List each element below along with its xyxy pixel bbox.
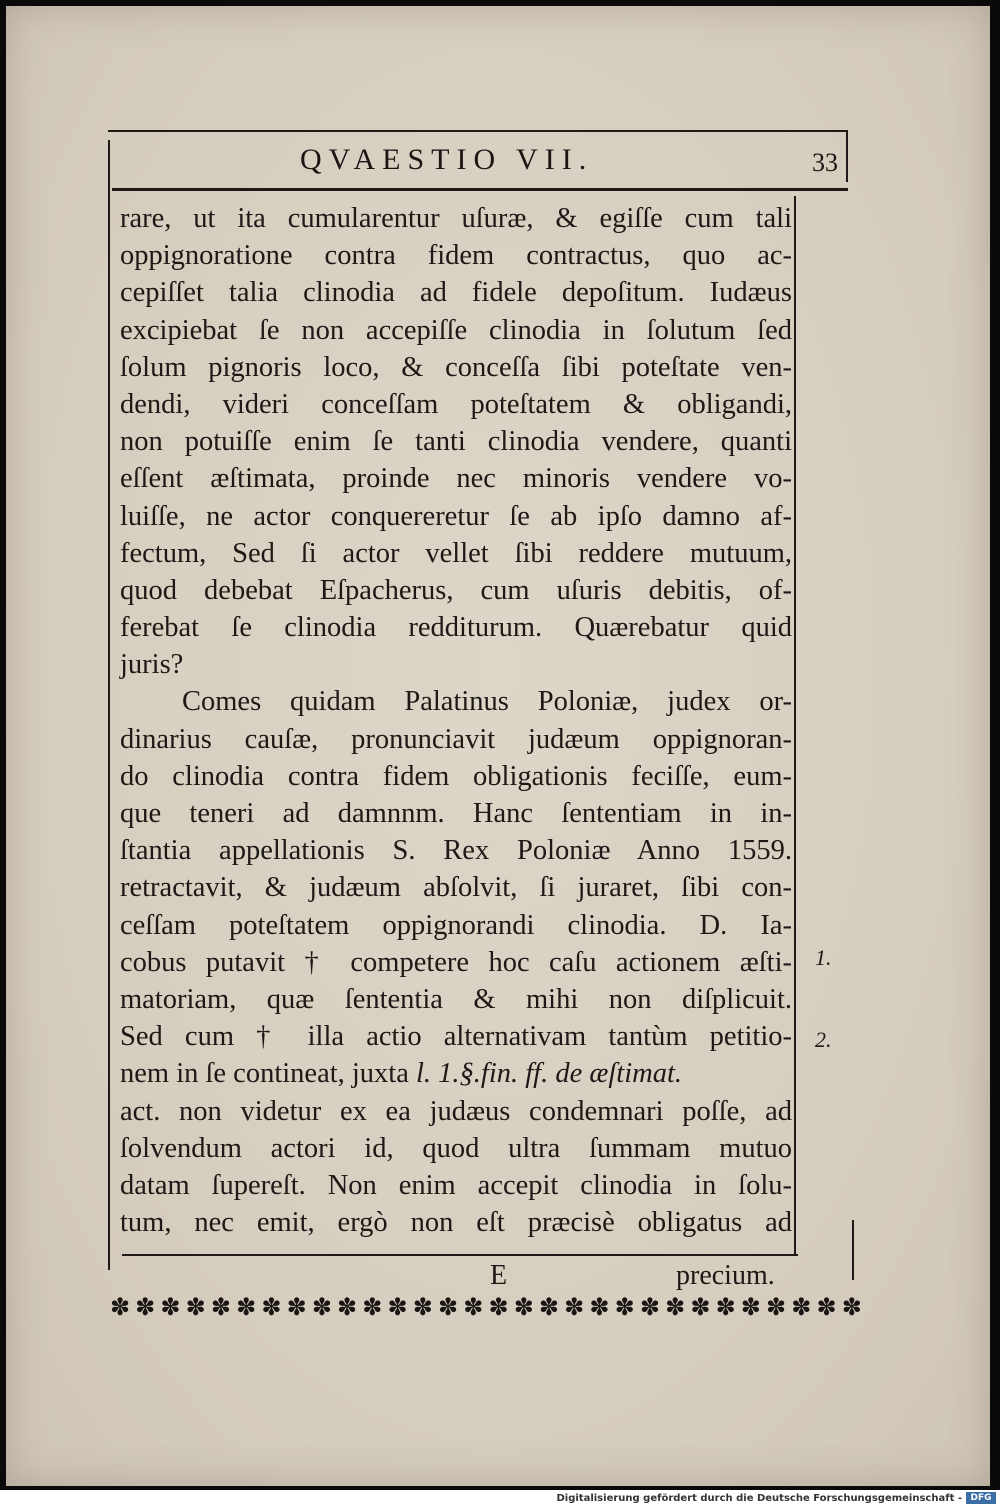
ornament-flower-icon: ✽ [412, 1293, 433, 1321]
text-line: matoriam, quæ ſententia & mihi non diſplicuit. [120, 983, 792, 1015]
margin-note-2: 2. [815, 1027, 832, 1052]
text-line: Comes quidam Palatinus Poloniæ, judex or- [182, 686, 792, 718]
text-line: act. non videtur ex ea judæus condemnari poſſe, ad [120, 1095, 792, 1127]
ornament-flower-icon: ✽ [210, 1293, 231, 1321]
text-line: cobus putavit † competere hoc caſu actionem æſti- [120, 946, 792, 978]
ornament-flower-icon: ✽ [564, 1293, 585, 1321]
text-line: Sed cum † illa actio alternativam tantùm petitio- [120, 1021, 792, 1053]
ornament-flower-icon: ✽ [135, 1293, 156, 1321]
text-line: ceſſam poteſtatem oppignorandi clinodia. D. Ia- [120, 909, 792, 941]
right-header-rule [846, 132, 848, 182]
right-margin-rule [794, 196, 796, 1256]
text-fragment: nem in ſe contineat, juxta [120, 1058, 416, 1090]
page-number: 33 [812, 148, 838, 177]
text-line: cepiſſet talia clinodia ad fidele depoſitum. Iudæus [120, 277, 792, 309]
legal-citation: l. 1.§.fin. ff. de æſtimat. [416, 1058, 683, 1090]
ornament-flower-icon: ✽ [286, 1293, 307, 1321]
ornament-flower-icon: ✽ [387, 1293, 408, 1321]
ornament-flower-icon: ✽ [488, 1293, 509, 1321]
ornament-flower-icon: ✽ [236, 1293, 257, 1321]
ornament-flower-icon: ✽ [185, 1293, 206, 1321]
bottom-rule [122, 1254, 798, 1256]
ornament-flower-icon: ✽ [513, 1293, 534, 1321]
ornament-flower-icon: ✽ [690, 1293, 711, 1321]
dfg-logo: DFG [966, 1492, 996, 1504]
body-text [120, 200, 792, 1241]
ornament-flower-icon: ✽ [538, 1293, 560, 1321]
text-line: quod debebat Eſpacherus, cum uſuris debitis, of- [120, 574, 792, 606]
ornament-flower-icon: ✽ [816, 1293, 837, 1321]
ornament-flower-icon: ✽ [109, 1293, 131, 1321]
digitization-credit: Digitalisierung gefördert durch die Deutsche Forschungsgemeinschaft - [556, 1493, 962, 1504]
text-line: dinarius cauſæ, pronunciavit judæum oppignoran- [120, 723, 792, 755]
text-line: retractavit, & judæum abſolvit, ſi juraret, ſibi con- [120, 872, 792, 904]
ornament-border [108, 1291, 864, 1323]
text-line: que teneri ad damnnm. Hanc ſententiam in in- [120, 798, 792, 829]
header-rule [112, 188, 848, 191]
catchword: precium. [676, 1260, 775, 1291]
ornament-flower-icon: ✽ [841, 1293, 862, 1321]
left-margin-rule [108, 140, 110, 1270]
signature-mark: E [490, 1260, 508, 1291]
text-line: oppignoratione contra fidem contractus, quo ac- [120, 240, 792, 272]
ornament-flower-icon: ✽ [715, 1293, 736, 1321]
ornament-flower-icon: ✽ [766, 1293, 787, 1321]
ornament-flower-icon: ✽ [639, 1293, 660, 1321]
text-line-with-citation [120, 1055, 792, 1092]
text-line: eſſent æſtimata, proinde nec minoris vendere vo- [120, 463, 792, 495]
text-line: datam ſupereſt. Non enim accepit clinodia in ſolu- [120, 1169, 792, 1201]
text-line: ſolvendum actori id, quod ultra ſummam mutuo [120, 1132, 792, 1164]
ornament-flower-icon: ✽ [337, 1293, 358, 1321]
text-line: ſtantia appellationis S. Rex Poloniæ Anno 1559. [120, 835, 792, 867]
ornament-flower-icon: ✽ [437, 1293, 459, 1321]
text-line: luiſſe, ne actor conquereretur ſe ab ipſo damno af- [120, 500, 792, 532]
ornament-flower-icon: ✽ [614, 1293, 635, 1321]
text-line: rare, ut ita cumularentur uſuræ, & egiſſe cum tali [120, 203, 792, 234]
top-rule [108, 130, 848, 132]
right-footer-rule [852, 1220, 854, 1280]
ornament-flower-icon: ✽ [665, 1293, 686, 1321]
ornament-flower-icon: ✽ [160, 1293, 181, 1321]
text-line: juris? [120, 649, 184, 681]
ornament-flower-icon: ✽ [362, 1293, 383, 1321]
text-line: ſolum pignoris loco, & conceſſa ſibi poteſtate ven- [120, 351, 792, 383]
text-line: tum, nec emit, ergò non eſt præcisè obligatus ad [120, 1207, 792, 1239]
margin-note-1: 1. [815, 945, 832, 970]
text-line: fectum, Sed ſi actor vellet ſibi reddere mutuum, [120, 537, 792, 569]
ornament-flower-icon: ✽ [740, 1293, 761, 1321]
text-line: dendi, videri conceſſam poteſtatem & obligandi, [120, 388, 792, 420]
ornament-flower-icon: ✽ [311, 1293, 332, 1321]
text-line: excipiebat ſe non accepiſſe clinodia in ſolutum ſed [120, 314, 792, 346]
text-line: ferebat ſe clinodia redditurum. Quærebatur quid [120, 612, 792, 644]
ornament-flower-icon: ✽ [463, 1293, 484, 1321]
text-line: non potuiſſe enim ſe tanti clinodia vendere, quanti [120, 426, 792, 458]
ornament-flower-icon: ✽ [261, 1293, 282, 1321]
ornament-flower-icon: ✽ [589, 1293, 610, 1321]
ornament-flower-icon: ✽ [791, 1293, 812, 1321]
text-line: do clinodia contra fidem obligationis feciſſe, eum- [120, 760, 792, 792]
running-head: QVAESTIO VII. [300, 143, 594, 176]
